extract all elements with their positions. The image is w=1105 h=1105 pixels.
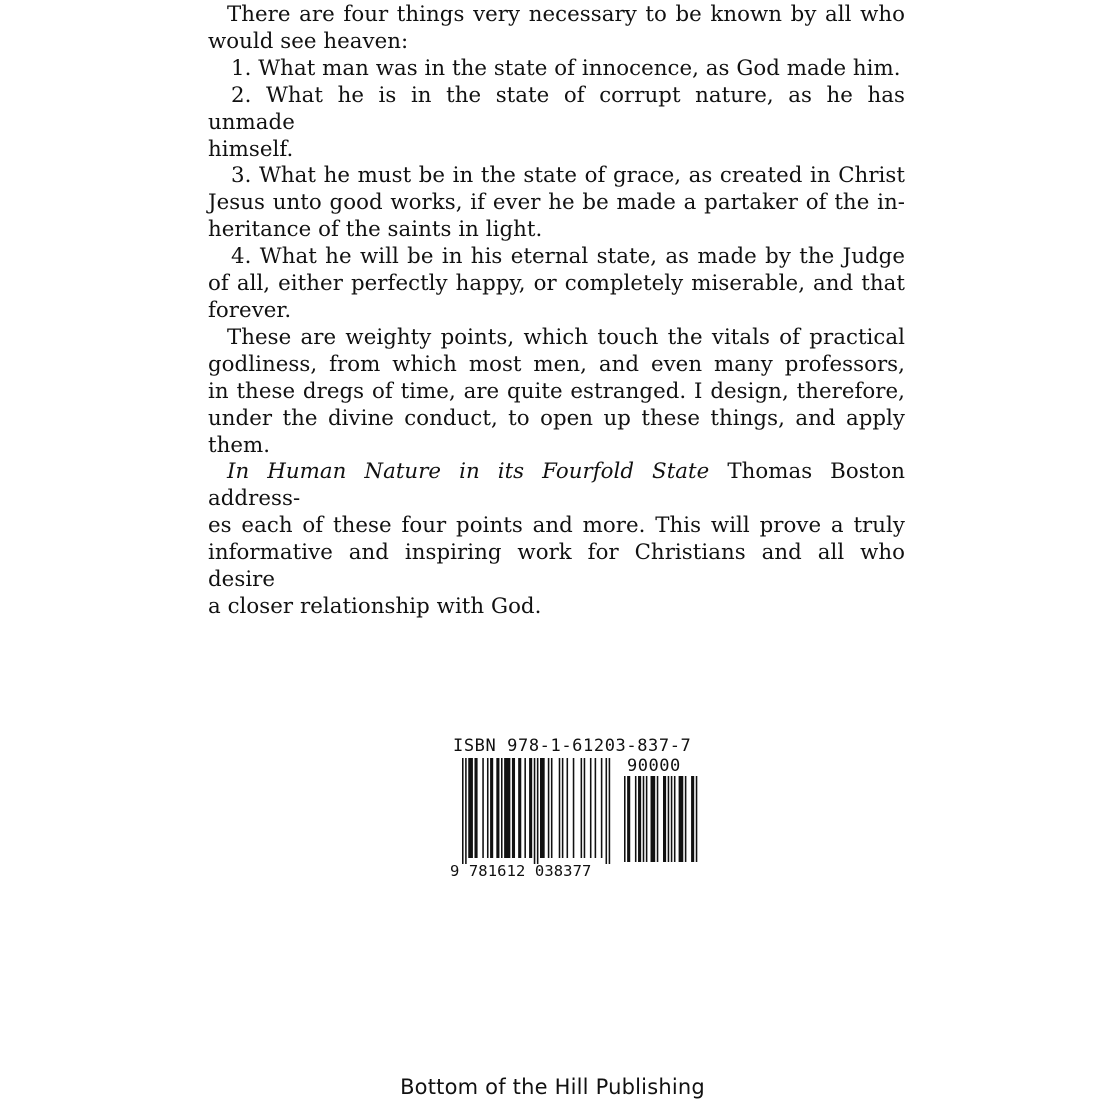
barcode-bar [584, 758, 586, 858]
barcode-bar [487, 758, 489, 858]
text-line: There are four things very necessary to be known by all who [227, 2, 905, 27]
barcode-bar [590, 758, 592, 858]
barcode-bar [638, 776, 641, 862]
barcode-bar [601, 758, 603, 858]
point-1 [208, 56, 905, 83]
barcode-bar [504, 758, 510, 858]
text-line: godliness, from which most men, and even many professors, [208, 351, 905, 377]
point-3 [208, 163, 905, 244]
barcode-bar [540, 758, 545, 858]
barcode-graphic [448, 758, 700, 866]
barcode-bar [691, 776, 694, 862]
text-line: 4. What he will be in his eternal state, as made by the Judge [231, 244, 905, 270]
barcode-bar [643, 776, 645, 862]
text-line: Jesus unto good works, if ever he be made a partaker of the in- [208, 190, 905, 216]
barcode-bar [482, 758, 484, 858]
text-line: heritance of the saints in light. [208, 217, 543, 243]
barcode-bar [635, 776, 637, 862]
text-line: in these dregs of time, are quite estranged. I design, therefore, [208, 378, 905, 404]
barcode-bar [548, 758, 550, 858]
barcode-bar [671, 776, 673, 862]
text-line: informative and inspiring work for Christians and all who desire [208, 540, 905, 593]
barcode-bar [685, 776, 687, 862]
barcode-bar [534, 758, 536, 864]
text-fragment: Thomas Boston address- [208, 459, 905, 512]
text-line: them. [208, 432, 271, 458]
barcode-bar [490, 758, 493, 858]
barcode-bar [474, 758, 477, 858]
barcode-bar [696, 776, 698, 862]
text-line: 2. What he is in the state of corrupt nature, as he has unmade [208, 82, 905, 135]
barcode-bar [465, 758, 467, 864]
barcode-bar [529, 758, 532, 858]
barcode-bar [559, 758, 561, 858]
point-4 [208, 244, 905, 325]
back-cover-text [208, 2, 905, 621]
barcode-bar [581, 758, 583, 858]
barcode-bar [462, 758, 464, 864]
ean-digits: 9 781612 038377 [450, 862, 592, 880]
barcode-bar [627, 776, 630, 862]
text-line: a closer relationship with God. [208, 593, 542, 619]
barcode-bar [663, 776, 666, 862]
barcode-bar [646, 776, 648, 862]
isbn-label: ISBN 978-1-61203-837-7 [453, 736, 692, 756]
third-paragraph [208, 459, 905, 620]
text-line: would see heaven: [208, 28, 409, 54]
barcode-bar [679, 776, 684, 862]
isbn-barcode [448, 736, 700, 886]
barcode-bar [657, 776, 659, 862]
barcode-bar [651, 776, 656, 862]
barcode-bar [674, 776, 676, 862]
barcode-bar [501, 758, 503, 858]
barcode-bar [524, 758, 526, 858]
text-line: of all, either perfectly happy, or completely miserable, and that [208, 271, 905, 297]
barcode-bar [468, 758, 473, 858]
barcode-bar [551, 758, 553, 858]
text-line [208, 459, 905, 513]
publisher-name: Bottom of the Hill Publishing [400, 1075, 705, 1099]
text-line: under the divine conduct, to open up these things, and apply [208, 405, 905, 431]
text-line: 3. What he must be in the state of grace, as created in Christ [231, 163, 905, 189]
text-line: himself. [208, 136, 294, 162]
barcode-bar [518, 758, 521, 858]
second-paragraph [208, 325, 905, 460]
barcode-bar [496, 758, 499, 858]
barcode-bar [668, 776, 670, 862]
book-title: In Human Nature in its Fourfold State [227, 459, 710, 485]
addon-digits: 90000 [627, 756, 681, 776]
barcode-bar [606, 758, 608, 864]
text-line: These are weighty points, which touch the vitals of practical [227, 324, 905, 350]
barcode-bar [537, 758, 539, 864]
barcode-bar [567, 758, 569, 858]
barcode-bar [595, 758, 597, 858]
intro-paragraph [208, 2, 905, 56]
text-line: forever. [208, 297, 292, 323]
text-line: 1. What man was in the state of innocence, as God made him. [231, 55, 901, 81]
text-line: es each of these four points and more. This will prove a truly [208, 513, 905, 539]
barcode-bar [562, 758, 564, 858]
barcode-bar [512, 758, 515, 858]
barcode-bar [609, 758, 611, 864]
point-2 [208, 83, 905, 164]
barcode-bar [573, 758, 575, 858]
barcode-bar [624, 776, 626, 862]
